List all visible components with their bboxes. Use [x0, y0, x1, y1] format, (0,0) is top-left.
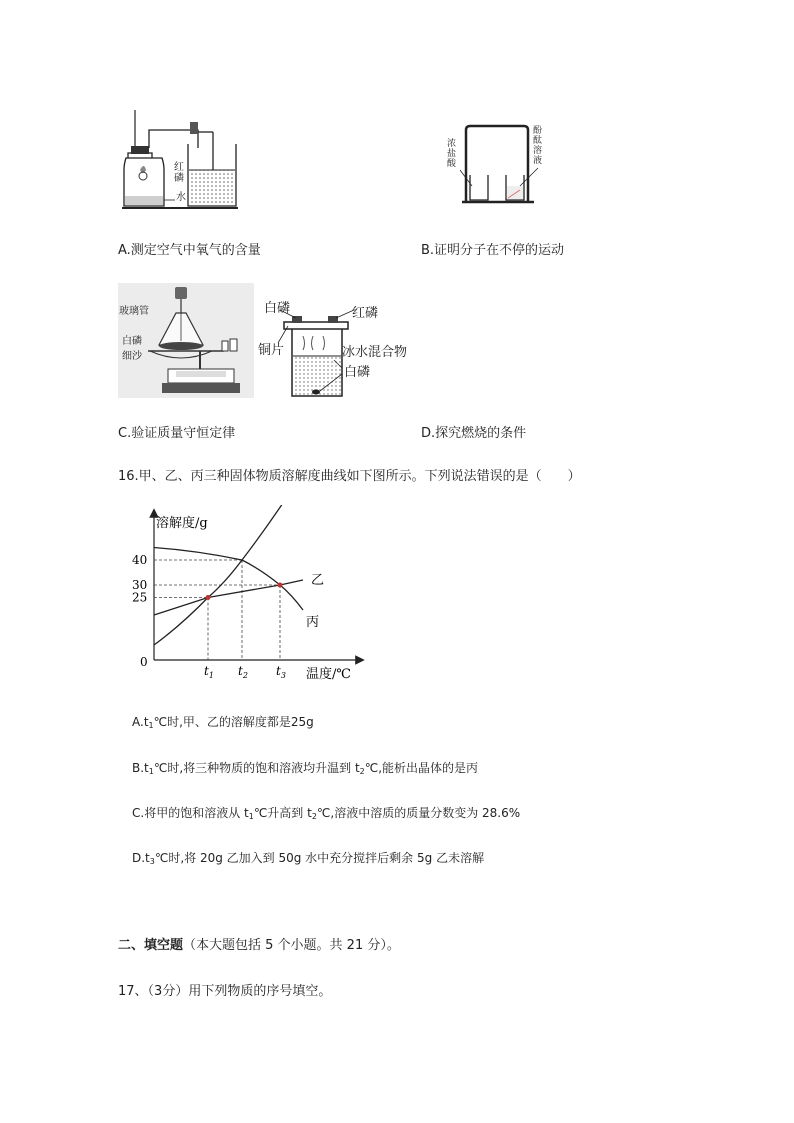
y-tick-label-25: 25 [132, 590, 148, 605]
series-label-丙: 丙 [306, 615, 320, 630]
fig-c-label-sand: 细沙 [122, 351, 142, 362]
x-tick-label-t1: $t_1$ [204, 664, 214, 680]
y-tick-label-40: 40 [132, 553, 148, 567]
intersection-point-t1 [206, 595, 211, 600]
section-2-title: 二、填空题 [118, 938, 184, 953]
fig-a-label-red-p: 红 磷 [174, 162, 184, 184]
x-axis-label: 温度/℃ [306, 667, 351, 682]
fig-b-label-acid: 浓 盐 酸 [447, 139, 457, 169]
fig-d-label-copper: 铜片 [258, 343, 285, 358]
intersection-point-t3 [278, 583, 283, 588]
fig-d-label-white-p-top: 白磷 [264, 301, 291, 316]
y-axis-label: 溶解度/g [156, 516, 208, 531]
option-d: D.探究燃烧的条件 [421, 426, 527, 441]
option-b: B.证明分子在不停的运动 [421, 243, 565, 258]
fig-a-label-water: 水 [176, 192, 186, 203]
x-tick-label-t3: $t_3$ [276, 664, 286, 680]
x-tick-label-t2: $t_2$ [238, 664, 248, 680]
q16-option-b: $B.t_1℃$时,将三种物质的饱和溶液均升温到 $t_2℃$,能析出晶体的是丙 [132, 761, 479, 776]
solubility-chart [128, 505, 368, 685]
section-2-heading [118, 937, 400, 955]
q16-option-a: $A.t_1℃$时,甲、乙的溶解度都是25g [132, 715, 314, 730]
option-c: C.验证质量守恒定律 [118, 426, 236, 441]
fig-d-label-white-p-bottom: 白磷 [344, 365, 371, 380]
question-17-stem: 17、（3分）用下列物质的序号填空。 [118, 984, 332, 999]
fig-d-label-ice-water: 冰水混合物 [342, 345, 408, 360]
fig-b-label-phenolphthalein: 酚 酞 溶 液 [533, 126, 543, 166]
origin-label: 0 [140, 655, 148, 669]
q16-option-c: C.将甲的饱和溶液从 $t_1℃$升高到 $t_2℃$,溶液中溶质的质量分数变为 28.6% [132, 806, 521, 821]
fig-c-label-white-p: 白磷 [122, 336, 142, 347]
fig-d-label-red-p: 红磷 [352, 306, 379, 321]
series-label-乙: 乙 [311, 573, 325, 588]
option-a: A.测定空气中氧气的含量 [118, 243, 261, 258]
q16-option-d: $D.t_3℃$时,将 20g 乙加入到 50g 水中充分搅拌后剩余 5g 乙未溶解 [132, 851, 485, 866]
section-2-note: （本大题包括 5 个小题。共 21 分）。 [183, 938, 400, 953]
series-line-丙 [154, 548, 303, 611]
question-16-stem: 16.甲、乙、丙三种固体物质溶解度曲线如下图所示。下列说法错误的是（ ） [118, 469, 581, 484]
y-tick-label-30: 30 [132, 578, 148, 592]
fig-c-label-tube: 玻璃管 [119, 306, 149, 317]
